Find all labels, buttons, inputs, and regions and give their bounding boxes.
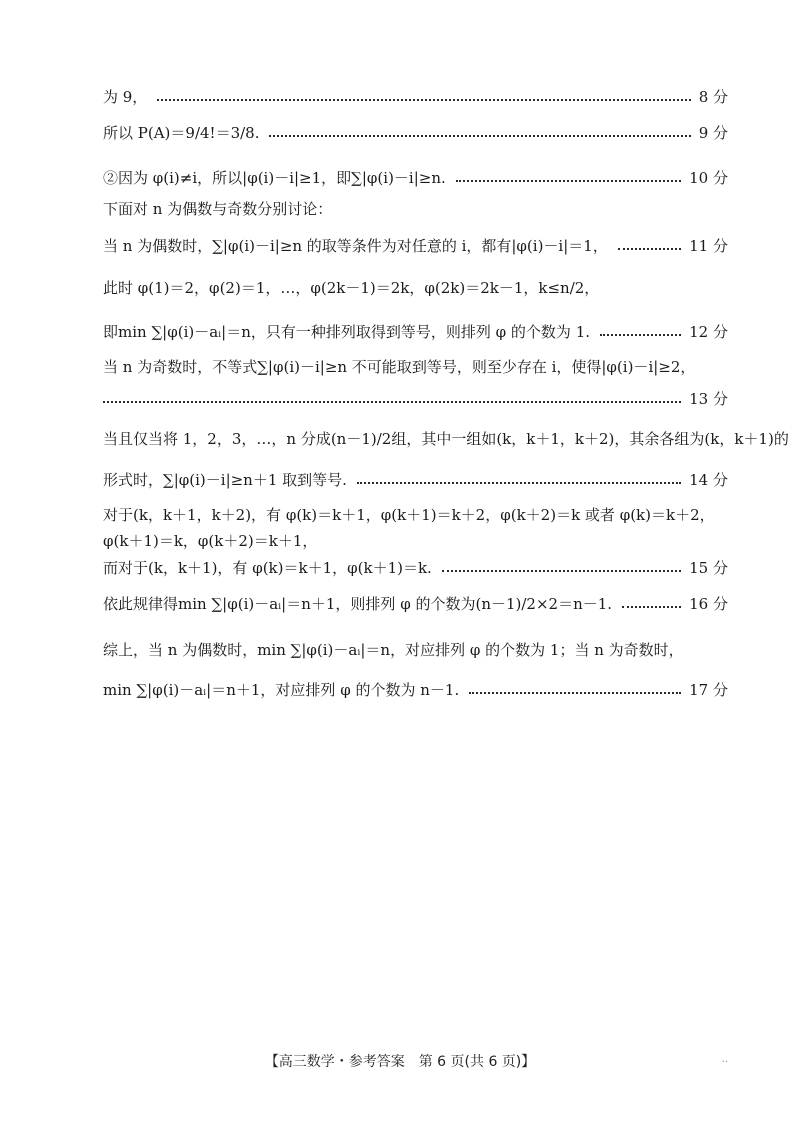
solution-line [103,236,728,256]
leader-dots [103,401,681,403]
solution-line [103,357,728,377]
leader-dots [157,99,690,101]
leader-dots [469,692,681,694]
solution-line [103,278,728,298]
leader-dots [442,570,681,572]
line-text: ②因为 φ(i)≠i，所以|φ(i)－i|≥1，即∑|φ(i)－i|≥n. [103,169,446,187]
score-label: 9 分 [698,124,728,142]
leader-dots [269,135,690,137]
solution-line [103,531,728,551]
score-label: 8 分 [698,88,728,106]
line-text: 综上，当 n 为偶数时，min ∑|φ(i)－aᵢ|＝n，对应排列 φ 的个数为 1；当 n 为奇数时， [103,641,684,659]
line-text: 依此规律得min ∑|φ(i)－aᵢ|＝n＋1，则排列 φ 的个数为(n－1)/2×2＝n－1. [103,595,613,613]
leader-dots [456,180,681,182]
line-text: φ(k＋1)＝k，φ(k＋2)＝k＋1， [103,532,318,550]
score-label: 11 分 [689,237,728,255]
solution-line [103,680,728,700]
solution-line [103,123,728,143]
leader-dots [622,606,681,608]
solution-line [103,558,728,578]
solution-line [103,168,728,188]
solution-line [103,640,728,660]
score-label: 12 分 [689,323,728,341]
score-label: 16 分 [689,595,728,613]
line-text: 即min ∑|φ(i)－aᵢ|＝n，只有一种排列取得到等号，则排列 φ 的个数为 1. [103,323,591,341]
solution-line [103,594,728,614]
solution-line [103,429,789,449]
corner-mark: .. [721,1054,728,1065]
line-text: 而对于(k，k＋1)，有 φ(k)＝k＋1，φ(k＋1)＝k. [103,559,432,577]
leader-dots [600,334,681,336]
solution-line [103,505,728,525]
line-text: 下面对 n 为偶数与奇数分别讨论： [103,200,333,218]
leader-dots [618,248,681,250]
line-text: 当 n 为奇数时，不等式∑|φ(i)－i|≥n 不可能取到等号，则至少存在 i，使得|φ(i)－i|≥2， [103,358,696,376]
solution-line [103,389,728,409]
leader-dots [357,482,681,484]
line-text: 此时 φ(1)＝2，φ(2)＝1，…，φ(2k－1)＝2k，φ(2k)＝2k－1，k≤n/2， [103,279,600,297]
line-text: 所以 P(A)＝9/4!＝3/8. [103,124,260,142]
solution-line [103,470,728,490]
score-label: 15 分 [689,559,728,577]
solution-line [103,199,728,219]
page-footer: 【高三数学・参考答案 第 6 页(共 6 页)】 [264,1054,536,1070]
score-label: 13 分 [689,390,728,408]
line-text: 对于(k，k＋1，k＋2)，有 φ(k)＝k＋1，φ(k＋1)＝k＋2，φ(k＋2)＝k 或者 φ(k)＝k＋2， [103,506,715,524]
score-label: 17 分 [689,681,728,699]
line-text: min ∑|φ(i)－aᵢ|＝n＋1，对应排列 φ 的个数为 n－1. [103,681,460,699]
solution-line [103,87,728,107]
line-text: 当且仅当将 1，2，3，…，n 分成(n－1)/2组，其中一组如(k，k＋1，k＋2)，其余各组为(k，k＋1)的 [103,430,789,448]
solution-line [103,322,728,342]
score-label: 10 分 [689,169,728,187]
line-text: 当 n 为偶数时，∑|φ(i)－i|≥n 的取等条件为对任意的 i，都有|φ(i)－i|＝1， [103,237,608,255]
score-label: 14 分 [689,471,728,489]
line-text: 为 9， [103,88,148,106]
line-text: 形式时，∑|φ(i)－i|≥n＋1 取到等号. [103,471,347,489]
